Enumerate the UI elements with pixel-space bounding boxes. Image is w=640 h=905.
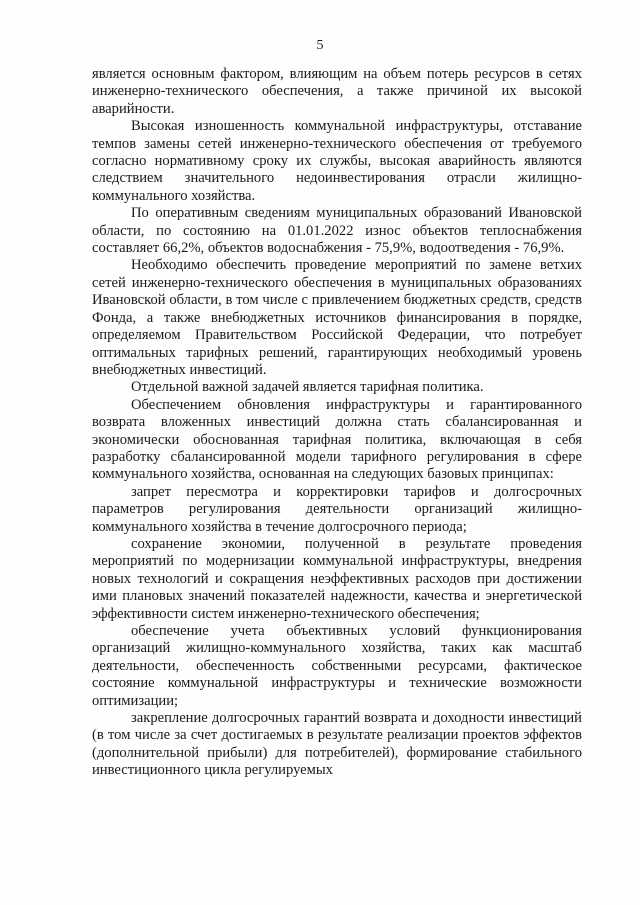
paragraph-continuation: является основным фактором, влияющим на объем потерь ресурсов в сетях инженерно-технического обеспечения, а также причиной их высокой аварийности. (92, 66, 582, 117)
paragraph-network-replacement: Необходимо обеспечить проведение мероприятий по замене ветхих сетей инженерно-технического обеспечения в муниципальных образованиях Ивановской области, в том числе с привлечением бюджетных средств, средств Фонда, а также внебюджетных источников финансирования в порядке, определяемом Правительством Российской Федерации, что потребует оптимальных тарифных решений, гарантирующих необходимый уровень внебюджетных инвестиций. (92, 257, 582, 378)
paragraph-tariff-policy: Отдельной важной задачей является тарифная политика. (131, 379, 484, 396)
principle-item: сохранение экономии, полученной в результате проведения мероприятий по модернизации коммунальной инфраструктуры, внедрения новых технологий и сокращения неэффективных расходов при достижении ими плановых значений показателей надежности, качества и энергетической эффективности систем инженерно-технического обеспечения; (92, 535, 582, 622)
principle-item: закрепление долгосрочных гарантий возврата и доходности инвестиций (в том числе за счет достигаемых в результате реализации проектов эффектов (дополнительной прибыли) для потребителей), формирование стабильного инвестиционного цикла регулируемых (92, 710, 582, 779)
paragraph-balanced-tariff-model: Обеспечением обновления инфраструктуры и гарантированного возврата вложенных инвестиций должна стать сбалансированная и экономически обоснованная тарифная политика, включающая в себя разработку сбалансированной модели тарифного регулирования в сфере коммунального хозяйства, основанная на следующих базовых принципах: (92, 396, 582, 483)
principle-item: обеспечение учета объективных условий функционирования организаций жилищно-коммунального хозяйства, таких как масштаб деятельности, обеспеченность собственными ресурсами, фактическое состояние коммунальной инфраструктуры и технические возможности оптимизации; (92, 623, 582, 709)
principle-item: запрет пересмотра и корректировки тарифов и долгосрочных параметров регулирования деятельности организаций жилищно-коммунального хозяйства в течение долгосрочного периода; (92, 483, 582, 535)
body-text (92, 66, 582, 780)
paragraph-wear-statistics: По оперативным сведениям муниципальных образований Ивановской области, по состоянию на 01.01.2022 износ объектов теплоснабжения составляет 66,2%, объектов водоснабжения - 75,9%, водоотведения - 76,9%. (92, 205, 582, 257)
paragraph-infrastructure-wear: Высокая изношенность коммунальной инфраструктуры, отставание темпов замены сетей инженерно-технического обеспечения от требуемого согласно нормативному сроку их службы, высокая аварийность являются следствием значительного недоинвестирования отрасли жилищно-коммунального хозяйства. (92, 118, 582, 204)
page-number: 5 (316, 38, 324, 53)
